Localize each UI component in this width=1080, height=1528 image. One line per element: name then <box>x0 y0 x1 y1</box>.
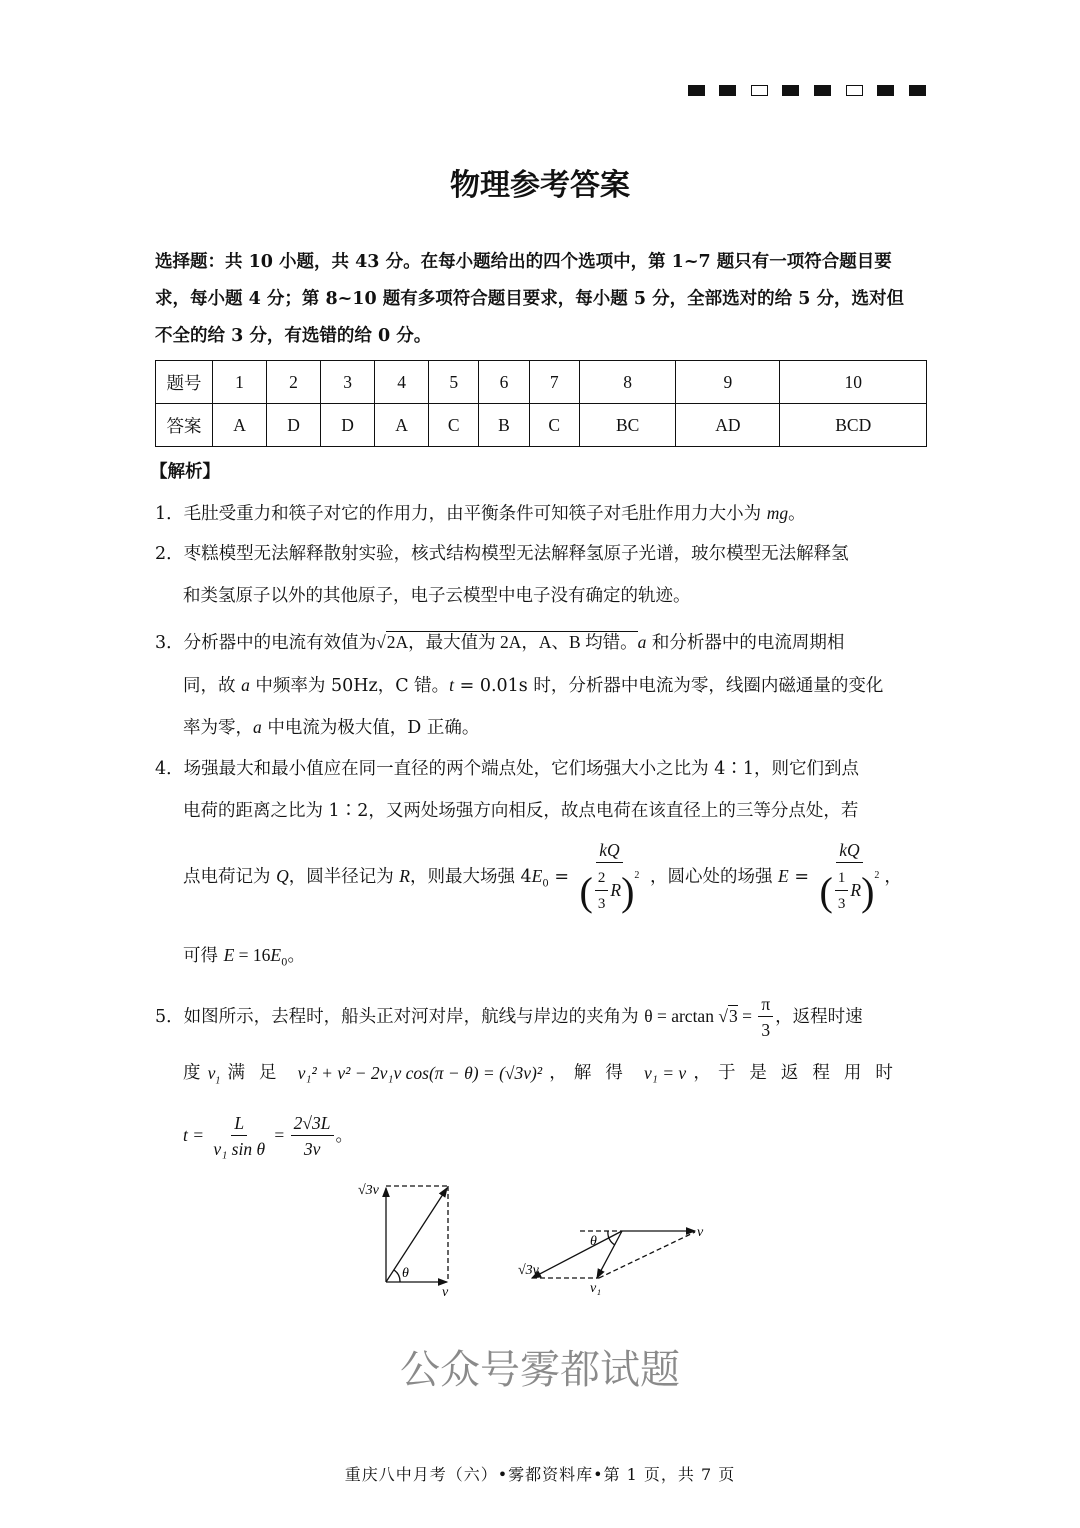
text: 点电荷记为 <box>183 867 277 888</box>
answer-cell: C <box>429 404 479 447</box>
header-mark <box>782 85 799 96</box>
math-var: E <box>531 866 543 887</box>
math-var: E <box>223 945 235 965</box>
math-var: Q <box>276 866 289 887</box>
numerator: 1 <box>835 866 849 891</box>
text: 3．分析器中的电流有效值为 <box>155 633 377 653</box>
exponent: 2 <box>874 870 880 881</box>
q2-line: 2．枣糕模型无法解释散射实验，核式结构模型无法解释氢原子光谱，玻尔模型无法解释氢 <box>155 544 849 564</box>
denominator: v₁ sin θ <box>213 1139 266 1159</box>
text: = <box>548 867 575 888</box>
question-number: 4 <box>375 361 429 404</box>
row-label: 题号 <box>156 361 213 404</box>
text: ，圆半径记为 <box>288 867 400 888</box>
exponent: 2 <box>634 870 640 881</box>
text: 中频率为 50Hz，C 错。 <box>249 676 450 696</box>
math: = <box>270 1125 289 1145</box>
text: ， <box>884 867 902 888</box>
text: 可得 <box>183 946 224 966</box>
q4-line: 4．场强最大和最小值应在同一直径的两个端点处，它们场强大小之比为 4∶1，则它们到点 <box>155 759 859 779</box>
q4-line <box>183 943 305 976</box>
question-number: 3 <box>321 361 375 404</box>
text: ， <box>693 1063 711 1083</box>
answer-cell: BC <box>579 404 675 447</box>
numerator: kQ <box>596 838 622 863</box>
text: 。 <box>335 1126 354 1146</box>
analysis-heading: 【解析】 <box>150 462 220 482</box>
question-number: 10 <box>780 361 927 404</box>
denominator: 3v <box>303 1139 321 1159</box>
text: = <box>788 867 815 888</box>
answer-cell: D <box>267 404 321 447</box>
text: 5．如图所示，去程时，船头正对河对岸，航线与岸边的夹角为 <box>155 1007 645 1027</box>
math-var: a <box>637 632 647 652</box>
text: ，返程时速 <box>775 1007 863 1027</box>
question-number: 8 <box>579 361 675 404</box>
answer-table <box>155 360 927 447</box>
q5-formula-line <box>183 1110 353 1162</box>
text: ，圆心处的场强 <box>649 867 779 888</box>
subscript: 0 <box>281 957 288 969</box>
table-row <box>156 404 927 447</box>
left-diagram <box>386 1186 448 1282</box>
text: ， <box>549 1063 567 1083</box>
text: 1．毛肚受重力和筷子对它的作用力，由平衡条件可知筷子对毛肚作用力大小为 <box>155 504 767 524</box>
math-var: mg <box>766 503 789 523</box>
header-mark <box>909 85 926 96</box>
numerator: kQ <box>836 838 862 863</box>
math-var: E <box>778 866 789 887</box>
header-mark <box>751 85 768 96</box>
label: v <box>442 1285 449 1300</box>
math-var: R <box>610 880 622 900</box>
page-footer: 重庆八中月考（六）•雾都资料库•第 1 页，共 7 页 <box>344 1465 736 1484</box>
fraction: kQ ( $\frac{1}{3}$ R)$^2$ <box>817 838 883 917</box>
question-number: 1 <box>213 361 267 404</box>
math: t = <box>183 1125 209 1145</box>
header-mark <box>719 85 736 96</box>
answer-cell: A <box>213 404 267 447</box>
math: v₁² + v² − 2v₁v cos(π − θ) = (√3v)² <box>297 1063 543 1083</box>
answer-cell: D <box>321 404 375 447</box>
text: 。 <box>788 504 806 524</box>
text: 。 <box>287 946 305 966</box>
math: v₁ = v <box>644 1063 687 1083</box>
answer-cell: A <box>375 404 429 447</box>
text: = 16 <box>234 945 271 965</box>
watermark: 公众号雾都试题 <box>400 1347 680 1393</box>
denominator: 3 <box>837 896 846 913</box>
question-number: 5 <box>429 361 479 404</box>
label: θ <box>590 1234 597 1249</box>
intro-line: 选择题：共 10 小题，共 43 分。在每小题给出的四个选项中，第 1~7 题只有一项符合题目要 <box>155 252 892 272</box>
text: 度 <box>183 1063 201 1083</box>
q3-line <box>155 630 844 655</box>
label: v <box>697 1225 704 1240</box>
text: 和分析器中的电流周期相 <box>646 633 845 653</box>
subscript: 0 <box>542 878 549 890</box>
fraction <box>210 1111 268 1162</box>
table-row <box>156 361 927 404</box>
math-var: a <box>241 675 250 695</box>
q5-line: 5．如图所示，去程时，船头正对河对岸，航线与岸边的夹角为 θ = arctan √3 = $\frac{\pi}{3}$ ，返程时速 <box>155 992 863 1043</box>
numerator: 2 <box>595 866 609 891</box>
text: 满足 <box>227 1063 291 1083</box>
denominator: 3 <box>761 1020 771 1040</box>
q3-line <box>183 715 479 740</box>
q5-line <box>183 1061 907 1094</box>
page-title: 物理参考答案 <box>450 168 630 203</box>
header-mark <box>846 85 863 96</box>
q2-line: 和类氢原子以外的其他原子，电子云模型中电子没有确定的轨迹。 <box>183 586 691 606</box>
question-number: 6 <box>479 361 529 404</box>
text: 于是返程用时 <box>717 1063 907 1083</box>
label: √3v <box>358 1183 379 1198</box>
math-var: R <box>850 880 862 900</box>
answer-cell: B <box>479 404 529 447</box>
question-number: 9 <box>676 361 780 404</box>
math-var: E <box>270 945 282 965</box>
header-mark <box>877 85 894 96</box>
right-diagram <box>532 1231 695 1278</box>
numerator: 2√3L <box>291 1111 334 1136</box>
header-mark <box>688 85 705 96</box>
subscript: 1 <box>215 1075 221 1087</box>
text: 中电流为极大值，D 正确。 <box>261 718 480 738</box>
denominator: 3 <box>597 896 606 913</box>
q4-line: 电荷的距离之比为 1∶2，又两处场强方向相反，故点电荷在该直径上的三等分点处，若 <box>183 801 859 821</box>
question-number: 7 <box>529 361 579 404</box>
answer-cell: AD <box>676 404 780 447</box>
q1-line <box>155 501 806 526</box>
q4-formula-line <box>183 838 902 917</box>
fraction <box>291 1111 334 1162</box>
label: √3v <box>518 1263 539 1278</box>
question-number: 2 <box>267 361 321 404</box>
q3-line <box>183 673 883 698</box>
label: v₁ <box>590 1281 602 1296</box>
numerator: π <box>758 992 773 1017</box>
intro-line: 求，每小题 4 分；第 8~10 题有多项符合题目要求，每小题 5 分，全部选对的给 5 分，选对但 <box>155 289 904 309</box>
text: = 0.01s 时，分析器中电流为零，线圈内磁通量的变化 <box>454 676 884 696</box>
math-var: t <box>449 675 455 695</box>
math-var: a <box>253 717 262 737</box>
fraction: kQ ( $\frac{2}{3}$ R)$^2$ <box>577 838 643 917</box>
row-label: 答案 <box>156 404 213 447</box>
velocity-diagram <box>350 1170 720 1300</box>
numerator: L <box>231 1111 247 1136</box>
intro-line: 不全的给 3 分，有选错的给 0 分。 <box>155 326 432 346</box>
text: ，则最大场强 4 <box>409 867 532 888</box>
answer-cell: BCD <box>780 404 927 447</box>
math: 3 <box>728 1006 738 1026</box>
math: = <box>737 1006 757 1026</box>
math-var: v <box>207 1063 216 1083</box>
fraction <box>758 992 773 1043</box>
math-var: R <box>399 866 410 887</box>
text: 同，故 <box>183 676 242 696</box>
text: 率为零， <box>183 718 253 738</box>
text: 解得 <box>573 1063 637 1083</box>
sqrt-sign: √ <box>376 632 386 652</box>
header-mark <box>814 85 831 96</box>
label: θ <box>402 1266 409 1281</box>
answer-cell: C <box>529 404 579 447</box>
text: 2A，最大值为 2A，A、B 均错。 <box>386 632 638 652</box>
math: θ = arctan <box>644 1006 719 1026</box>
